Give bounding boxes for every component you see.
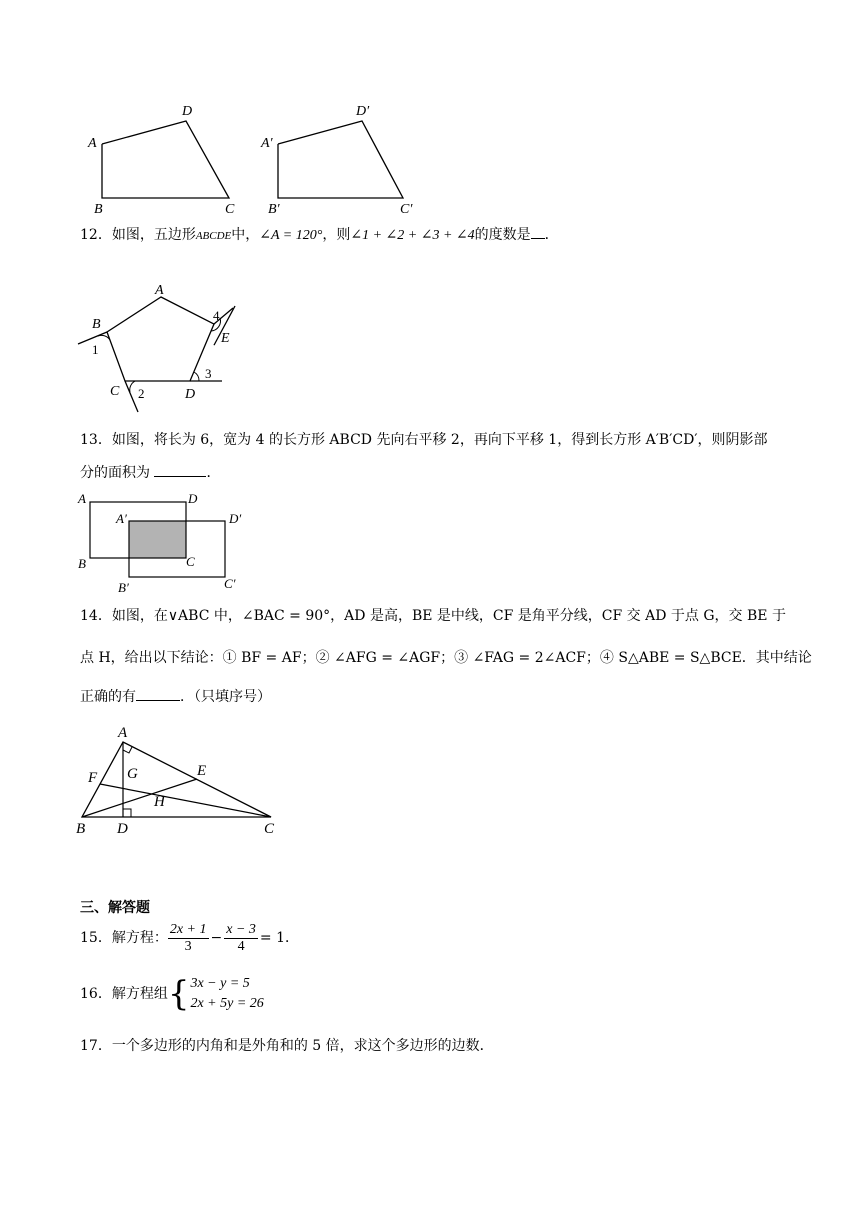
quadrilateral-figure: [80, 95, 440, 220]
question-14-line3: 正确的有 ．（只填序号）: [80, 686, 271, 707]
triangle-figure: [74, 722, 284, 840]
rect-label-B-prime: B′: [118, 580, 129, 595]
tri-label-E: E: [197, 763, 207, 779]
rect-label-D-prime: D′: [229, 511, 242, 526]
answer-blank[interactable]: [136, 686, 180, 701]
tri-label-A: A: [118, 725, 128, 741]
rect-label-C: C: [186, 554, 195, 569]
label-B-prime: B′: [268, 202, 280, 217]
angle-1: 1: [92, 342, 99, 357]
label-D-prime: D′: [356, 104, 370, 119]
rectangles-figure: [74, 488, 254, 596]
question-14: 14．如图，在∨ABC 中，∠BAC = 90°，AD 是高，BE 是中线，CF 是角平分线，CF 交 AD 于点 G，交 BE 于: [80, 608, 786, 624]
tri-label-C: C: [264, 821, 275, 837]
answer-blank[interactable]: [531, 224, 545, 239]
tri-label-B: B: [76, 821, 86, 837]
question-16: 16．解方程组 { 3x − y = 5 2x + 5y = 26: [80, 974, 264, 1014]
question-14-line2: 点 H，给出以下结论：① BF = AF；② ∠AFG = ∠AGF；③ ∠FAG = 2∠ACF；④ S△ABE = S△BCE．其中结论: [80, 650, 812, 666]
tri-label-D: D: [117, 821, 128, 837]
label-A-prime: A′: [261, 136, 273, 151]
question-13: 13．如图，将长为 6，宽为 4 的长方形 ABCD 先向右平移 2，再向下平移 1，得到长方形 A′B′CD′，则阴影部: [80, 432, 768, 448]
fraction-2: $\frac{x - 3}{4}$: [226, 921, 256, 954]
label-A: A: [88, 136, 97, 151]
angle-4: 4: [213, 308, 220, 323]
equation-1: 3x − y = 5: [190, 976, 250, 991]
pent-label-A: A: [155, 283, 164, 298]
tri-label-H: H: [154, 794, 165, 810]
rect-label-A: A: [78, 491, 86, 506]
rect-label-C-prime: C′: [224, 576, 236, 591]
tri-label-F: F: [88, 770, 98, 786]
rect-label-A-prime: A′: [116, 511, 127, 526]
q12-number: 12．: [80, 227, 112, 243]
pent-label-E: E: [221, 331, 230, 346]
question-15: 15．解方程： $\frac{2x + 1}{3}$ − $\frac{x - 3}{4}$ = 1．: [80, 921, 299, 954]
pent-label-B: B: [92, 317, 101, 332]
angle-2: 2: [138, 386, 145, 401]
answer-blank[interactable]: [154, 462, 206, 477]
question-12: 12．如图，五边形ABCDE中，∠A = 120°，则∠1 + ∠2 + ∠3 + ∠4的度数是 ．: [80, 224, 559, 246]
question-17: 17．一个多边形的内角和是外角和的 5 倍，求这个多边形的边数．: [80, 1038, 494, 1054]
question-13-line2: 分的面积为 ．: [80, 462, 220, 483]
pent-label-D: D: [185, 387, 196, 402]
pentagon-figure: [70, 280, 240, 420]
brace-icon: {: [167, 974, 190, 1014]
equation-2: 2x + 5y = 26: [190, 996, 264, 1011]
label-D: D: [182, 104, 193, 119]
label-C-prime: C′: [400, 202, 413, 217]
label-C: C: [225, 202, 235, 217]
label-B: B: [94, 202, 103, 217]
fraction-1: $\frac{2x + 1}{3}$: [169, 921, 207, 954]
pent-label-C: C: [110, 384, 120, 399]
angle-3: 3: [205, 366, 212, 381]
section-title: 三、解答题: [80, 900, 150, 916]
rect-label-D: D: [188, 491, 198, 506]
rect-label-B: B: [78, 556, 86, 571]
tri-label-G: G: [127, 766, 138, 782]
